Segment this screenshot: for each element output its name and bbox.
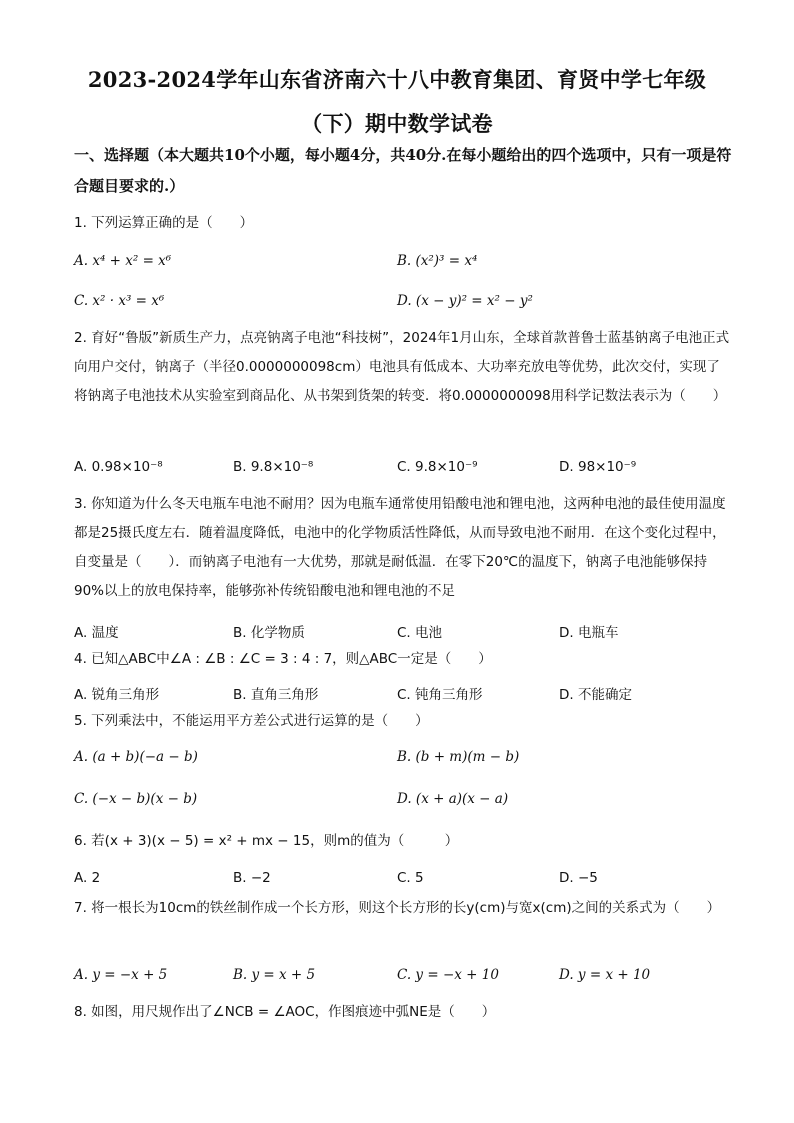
question-1-option-a: A. x⁴ + x² = x⁶ [74,253,172,269]
question-2-option-b: B. 9.8×10⁻⁸ [233,459,314,475]
question-7-stem: 7. 将一根长为10cm的铁丝制作成一个长方形，则这个长方形的长y(cm)与宽x(cm)之间的关系式为（ ） [74,900,721,916]
question-2-option-a: A. 0.98×10⁻⁸ [74,459,163,475]
question-5-option-a: A. (a + b)(−a − b) [74,749,198,765]
question-4-option-d: D. 不能确定 [559,687,632,703]
question-1-option-d: D. (x − y)² = x² − y² [397,293,533,309]
question-5-option-b: B. (b + m)(m − b) [397,749,520,765]
section-heading: 一、选择题（本大题共10个小题，每小题4分，共40分.在每小题给出的四个选项中，只有一项是符合题目要求的.） [74,146,732,195]
question-1-stem: 1. 下列运算正确的是（ ） [74,215,254,231]
question-4-option-b: B. 直角三角形 [233,687,319,703]
page-title: 2023-2024学年山东省济南六十八中教育集团、育贤中学七年级 [87,67,707,92]
question-2-stem: 2. 育好“鲁版”新质生产力，点亮钠离子电池“科技树”，2024年1月山东，全球首款普鲁士蓝基钠离子电池正式向用户交付，钠离子（半径0.0000000098cm）电池具有低成本、大功率充放电等优势，此次交付，实现了将钠离子电池技术从实验室到商品化、从书架到货架的转变．将0.0000000098用科学记数法表示为（ ） [74,330,730,404]
question-3-option-c: C. 电池 [397,625,443,641]
question-2-option-c: C. 9.8×10⁻⁹ [397,459,478,475]
question-4-option-c: C. 钝角三角形 [397,687,483,703]
question-6-option-b: B. −2 [233,870,271,886]
question-4-stem: 4. 已知△ABC中∠A : ∠B : ∠C = 3 : 4 : 7，则△ABC一定是（ ） [74,651,492,667]
question-5-option-d: D. (x + a)(x − a) [397,791,509,807]
question-1-option-c: C. x² · x³ = x⁶ [74,293,165,309]
page-subtitle: （下）期中数学试卷 [301,111,493,136]
question-4-option-a: A. 锐角三角形 [74,687,160,703]
question-1-option-b: B. (x²)³ = x⁴ [397,253,478,269]
question-5-option-c: C. (−x − b)(x − b) [74,791,198,807]
question-7-option-c: C. y = −x + 10 [397,967,499,983]
question-6-option-c: C. 5 [397,870,424,886]
question-3-option-a: A. 温度 [74,625,119,641]
question-6-option-a: A. 2 [74,870,101,886]
question-8-stem: 8. 如图，用尺规作出了∠NCB = ∠AOC，作图痕迹中弧NE是（ ） [74,1004,496,1020]
question-7-option-a: A. y = −x + 5 [74,967,168,983]
question-3-option-d: D. 电瓶车 [559,625,619,641]
question-6-stem: 6. 若(x + 3)(x − 5) = x² + mx − 15，则m的值为（ ） [74,833,459,849]
question-7-option-d: D. y = x + 10 [559,967,651,983]
question-3-stem: 3. 你知道为什么冬天电瓶车电池不耐用？因为电瓶车通常使用铅酸电池和锂电池，这两种电池的最佳使用温度都是25摄氏度左右．随着温度降低，电池中的化学物质活性降低，从而导致电池不耐用．在这个变化过程中，自变量是（ ）．而钠离子电池有一大优势，那就是耐低温．在零下20℃的温度下，钠离子电池能够保持90%以上的放电保持率，能够弥补传统铅酸电池和锂电池的不足 [74,496,726,599]
question-3-option-b: B. 化学物质 [233,625,305,641]
question-7-option-b: B. y = x + 5 [233,967,316,983]
question-5-stem: 5. 下列乘法中，不能运用平方差公式进行运算的是（ ） [74,713,429,729]
question-2-option-d: D. 98×10⁻⁹ [559,459,637,475]
question-6-option-d: D. −5 [559,870,598,886]
